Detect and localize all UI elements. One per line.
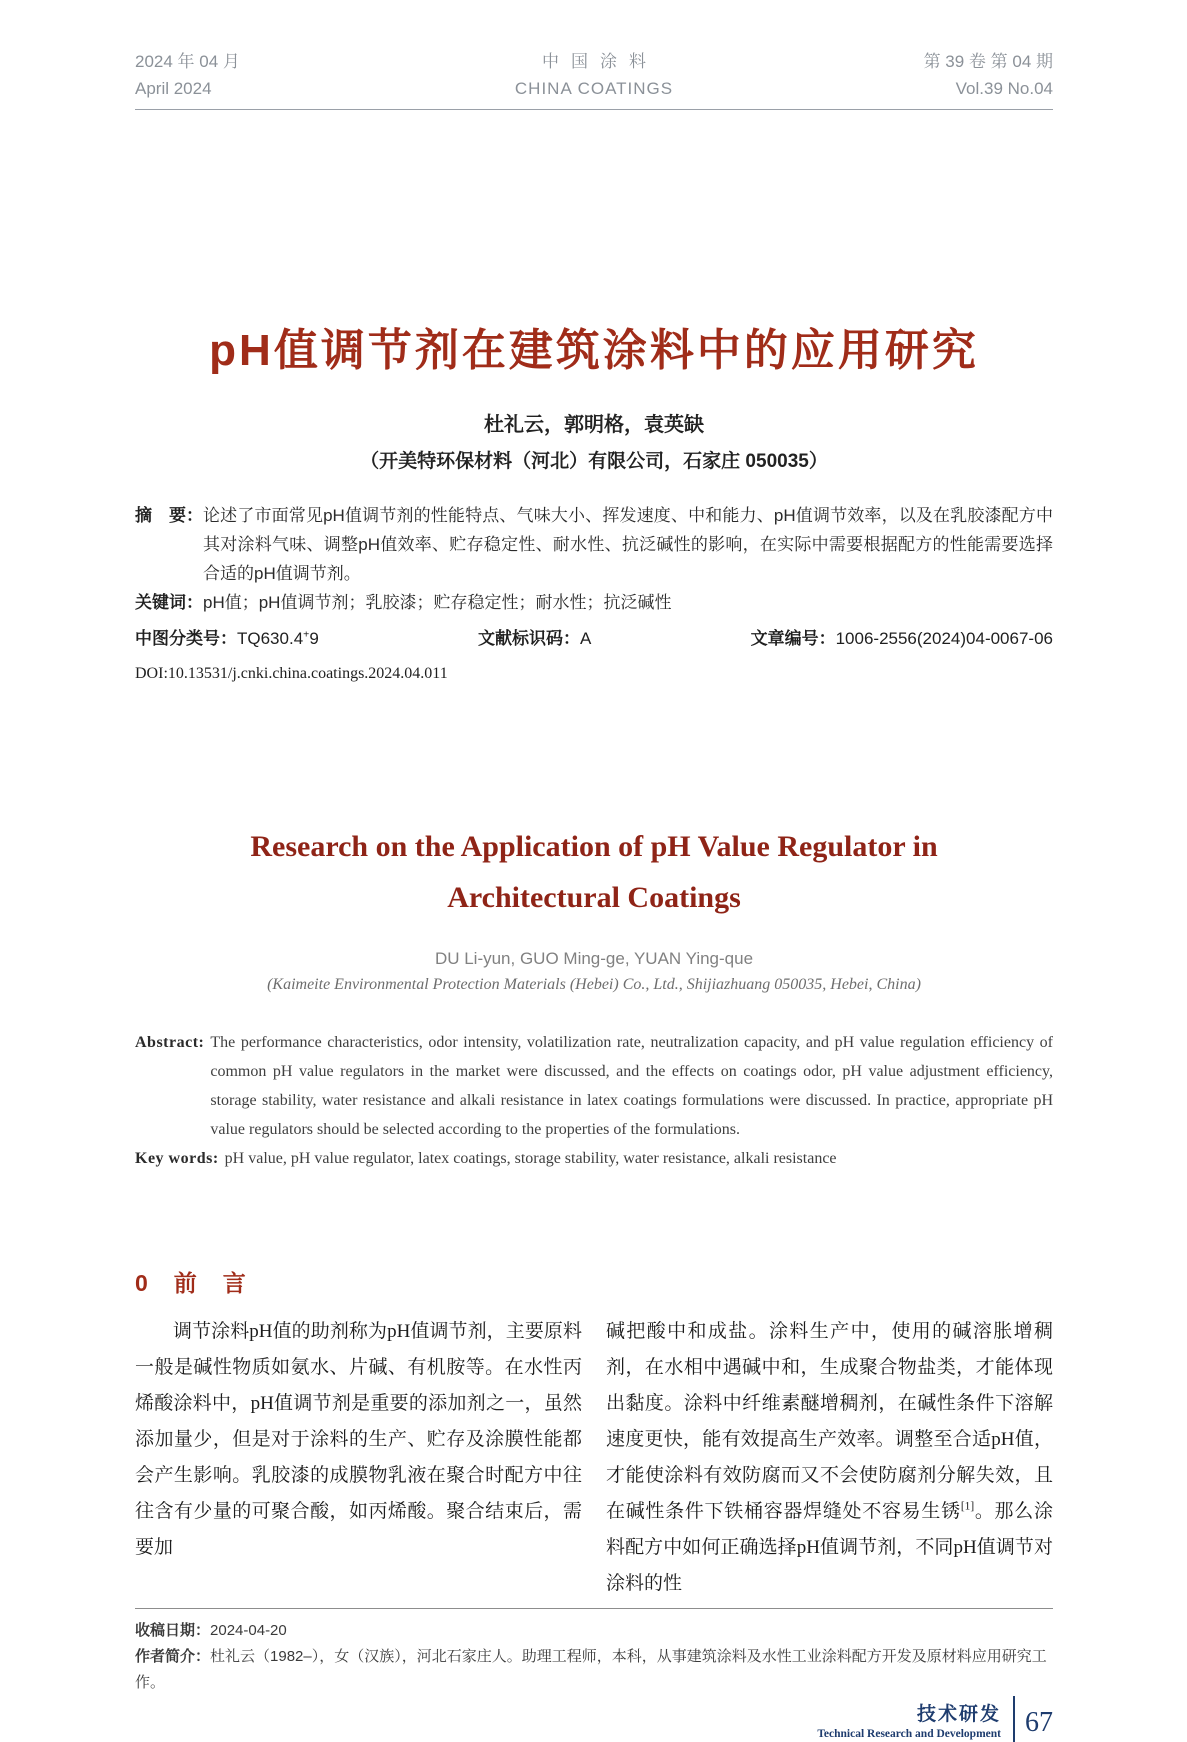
abstract-cn-row xyxy=(135,501,1053,588)
footer-divider-bar xyxy=(1013,1696,1015,1742)
clc-label: 中图分类号： xyxy=(135,629,237,648)
keywords-cn-text: pH值；pH值调节剂；乳胶漆；贮存稳定性；耐水性；抗泛碱性 xyxy=(203,593,672,612)
author-bio-label: 作者简介： xyxy=(135,1648,211,1665)
section-0-number: 0 xyxy=(135,1270,148,1296)
doc-code-item xyxy=(478,625,591,653)
abstract-cn-text: 论述了市面常见pH值调节剂的性能特点、气味大小、挥发速度、中和能力、pH值调节效率，以及在乳胶漆配方中其对涂料气味、调整pH值效率、贮存稳定性、耐水性、抗泛碱性的影响，在实际中需要根据配方的性能需要选择合适的pH值调节剂。 xyxy=(203,506,1053,583)
abstract-cn-block xyxy=(135,501,1053,617)
received-date-label: 收稿日期： xyxy=(135,1622,211,1639)
article-title-en: Research on the Application of pH Value Regulator in Architectural Coatings xyxy=(250,830,938,914)
article-title-cn: pH值调节剂在建筑涂料中的应用研究 xyxy=(209,326,979,375)
article-id-label: 文章编号： xyxy=(750,629,836,648)
header-date-cn: 2024 年 04 月 xyxy=(135,52,240,71)
article-id-item xyxy=(751,625,1053,653)
body-column-left xyxy=(135,1314,582,1602)
keywords-en-label: Key words: xyxy=(135,1150,219,1167)
body-column-right xyxy=(606,1314,1053,1602)
clc-value: TQ630.4 xyxy=(237,629,304,648)
clc-superscript: + xyxy=(303,628,310,641)
keywords-en-text: pH value, pH value regulator, latex coatings, storage stability, water resistance, alkali resistance xyxy=(224,1150,837,1167)
header-issue xyxy=(673,48,1053,102)
keywords-cn-label: 关键词： xyxy=(135,593,203,612)
page-footer xyxy=(135,1696,1053,1742)
doc-code-label: 文献标识码： xyxy=(478,629,581,648)
header-rule xyxy=(135,109,1053,110)
authors-en: DU Li-yun, GUO Ming-ge, YUAN Ying-que xyxy=(434,949,754,968)
footer-section-cn: 技术研发 xyxy=(916,1703,1001,1725)
header-journal-en: CHINA COATINGS xyxy=(514,79,674,98)
abstract-cn-label: 摘 要： xyxy=(135,506,203,525)
abstract-en-text: The performance characteristics, odor intensity, volatilization rate, neutralization capacity, and pH value regulation efficiency of common pH value regulators in the market were discussed, and the effects on coatings odor, pH value adjustment efficiency, storage stability, water resistance and alkali resistance in latex coatings formulations were discussed. In practice, appropriate pH value regulators should be selected according to the properties of the formulations. xyxy=(210,1034,1053,1138)
meta-row xyxy=(135,625,1053,653)
header-issue-cn: 第 39 卷 第 04 期 xyxy=(923,52,1053,71)
citation-1-superscript: [1] xyxy=(960,1500,975,1513)
clc-item xyxy=(135,625,319,653)
abstract-en-label: Abstract: xyxy=(135,1034,205,1051)
abstract-en-row xyxy=(135,1028,1053,1144)
body-paragraph-left: 调节涂料pH值的助剂称为pH值调节剂，主要原料一般是碱性物质如氨水、片碱、有机胺等。在水性丙烯酸涂料中，pH值调节剂是重要的添加剂之一，虽然添加量少，但是对于涂料的生产、贮存及涂膜性能都会产生影响。乳胶漆的成膜物乳液在聚合时配方中往往含有少量的可聚合酸，如丙烯酸。聚合结束后，需要加 xyxy=(135,1321,582,1558)
clc-tail: 9 xyxy=(309,629,319,648)
body-paragraph-right: 碱把酸中和成盐。涂料生产中，使用的碱溶胀增稠剂，在水相中遇碱中和，生成聚合物盐类，才能体现出黏度。涂料中纤维素醚增稠剂，在碱性条件下溶解速度更快，能有效提高生产效率。调整至合适pH值，才能使涂料有效防腐而又不会使防腐剂分解失效，且在碱性条件下铁桶容器焊缝处不容易生锈 xyxy=(606,1321,1053,1522)
page-number: 67 xyxy=(1025,1707,1053,1738)
received-date-value: 2024-04-20 xyxy=(210,1622,287,1639)
article-id-value: 1006-2556(2024)04-0067-06 xyxy=(835,629,1053,648)
section-0-heading xyxy=(135,1265,1053,1298)
section-0-title: 前言 xyxy=(173,1270,272,1296)
header-date-en: April 2024 xyxy=(135,79,212,98)
authors-cn: 杜礼云，郭明格，袁英缺 xyxy=(484,414,704,436)
body-paragraph-right-tail: 。那么涂料配方中如何正确选择pH值调节剂，不同pH值调节对涂料的性 xyxy=(606,1501,1053,1594)
footer-section-en: Technical Research and Development xyxy=(817,1727,1001,1740)
affiliation-cn: （开美特环保材料（河北）有限公司，石家庄 050035） xyxy=(360,451,828,472)
received-date-line xyxy=(135,1618,1053,1644)
author-bio-line xyxy=(135,1644,1053,1696)
doi-line: DOI:10.13531/j.cnki.china.coatings.2024.04.011 xyxy=(135,665,448,682)
footer-section-names xyxy=(817,1699,1001,1740)
body-columns xyxy=(135,1314,1053,1602)
header-issue-en: Vol.39 No.04 xyxy=(955,79,1053,98)
keywords-en-row xyxy=(135,1144,1053,1173)
running-header xyxy=(135,48,1053,102)
affiliation-en: (Kaimeite Environmental Protection Materials (Hebei) Co., Ltd., Shijiazhuang 050035, Hebei, China) xyxy=(267,976,921,993)
author-bio-text: 杜礼云（1982–），女（汉族），河北石家庄人。助理工程师，本科，从事建筑涂料及水性工业涂料配方开发及原材料应用研究工作。 xyxy=(135,1648,1047,1691)
header-journal xyxy=(515,48,673,102)
header-date xyxy=(135,48,515,102)
keywords-cn-row xyxy=(135,588,1053,617)
header-journal-cn: 中国涂料 xyxy=(541,52,658,71)
doc-code-value: A xyxy=(580,629,592,648)
footnote-block xyxy=(135,1608,1053,1696)
abstract-en-block xyxy=(135,1028,1053,1173)
